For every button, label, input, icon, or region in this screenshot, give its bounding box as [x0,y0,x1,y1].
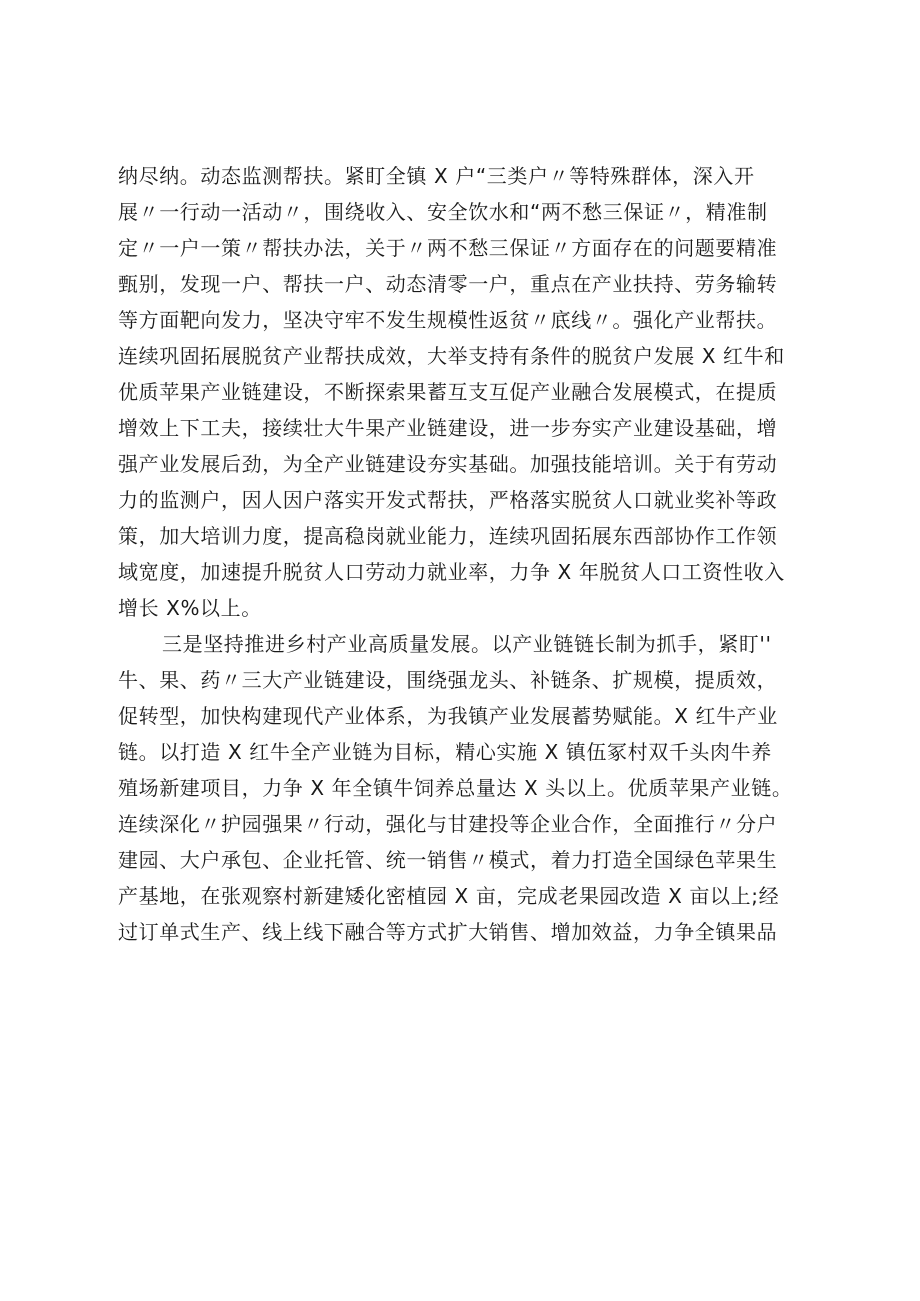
text-line: 力的监测户，因人因户落实开发式帮扶，严格落实脱贫人口就业奖补等政 [118,488,778,512]
text-line: 牛、果、药〃三大产业链建设，围绕强龙头、补链条、扩规模，提质效， [118,668,778,692]
document-body [118,158,808,950]
text-line: 链。以打造 X 红牛全产业链为目标，精心实施 X 镇伍冢村双千头肉牛养 [118,740,772,764]
text-line: 纳尽纳。动态监测帮扶。紧盯全镇 X 户“三类户〃等特殊群体，深入开 [118,164,755,188]
text-line: 过订单式生产、线上线下融合等方式扩大销售、增加效益，力争全镇果品 [118,920,778,944]
text-line: 策，加大培训力度，提高稳岗就业能力，连续巩固拓展东西部协作工作领 [118,524,778,548]
text-line: 等方面靶向发力，坚决守牢不发生规模性返贫〃底线〃。强化产业帮扶。 [118,308,778,332]
text-line: 产基地，在张观察村新建矮化密植园 X 亩，完成老果园改造 X 亩以上;经 [118,884,780,908]
text-line: 增效上下工夫，接续壮大牛果产业链建设，进一步夯实产业建设基础，增 [118,416,778,440]
text-line: 优质苹果产业链建设，不断探索果蓄互支互促产业融合发展模式，在提质 [118,380,778,404]
paragraph-2 [118,626,808,950]
text-line: 连续巩固拓展脱贫产业帮扶成效，大举支持有条件的脱贫户发展 X 红牛和 [118,344,785,368]
text-line: 甄别，发现一户、帮扶一户、动态清零一户，重点在产业扶持、劳务输转 [118,272,778,296]
text-line: 三是坚持推进乡村产业高质量发展。以产业链链长制为抓手，紧盯'' [162,632,772,656]
text-line: 展〃一行动一活动〃，围绕收入、安全饮水和“两不愁三保证〃，精准制 [118,200,768,224]
text-line: 域宽度，加速提升脱贫人口劳动力就业率，力争 X 年脱贫人口工资性收入 [118,560,785,584]
text-line: 殖场新建项目，力争 X 年全镇牛饲养总量达 X 头以上。优质苹果产业链。 [118,776,793,800]
text-line: 强产业发展后劲，为全产业链建设夯实基础。加强技能培训。关于有劳动 [118,452,778,476]
text-line: 建园、大户承包、企业托管、统一销售〃模式，着力打造全国绿色苹果生 [118,848,778,872]
text-line: 促转型，加快构建现代产业体系，为我镇产业发展蓄势赋能。X 红牛产业 [118,704,778,728]
text-line: 连续深化〃护园强果〃行动，强化与甘建投等企业合作，全面推行〃分户 [118,812,778,836]
text-line: 定〃一户一策〃帮扶办法，关于〃两不愁三保证〃方面存在的问题要精准 [118,236,778,260]
text-line: 增长 X%以上。 [118,596,262,620]
paragraph-1 [118,158,808,626]
